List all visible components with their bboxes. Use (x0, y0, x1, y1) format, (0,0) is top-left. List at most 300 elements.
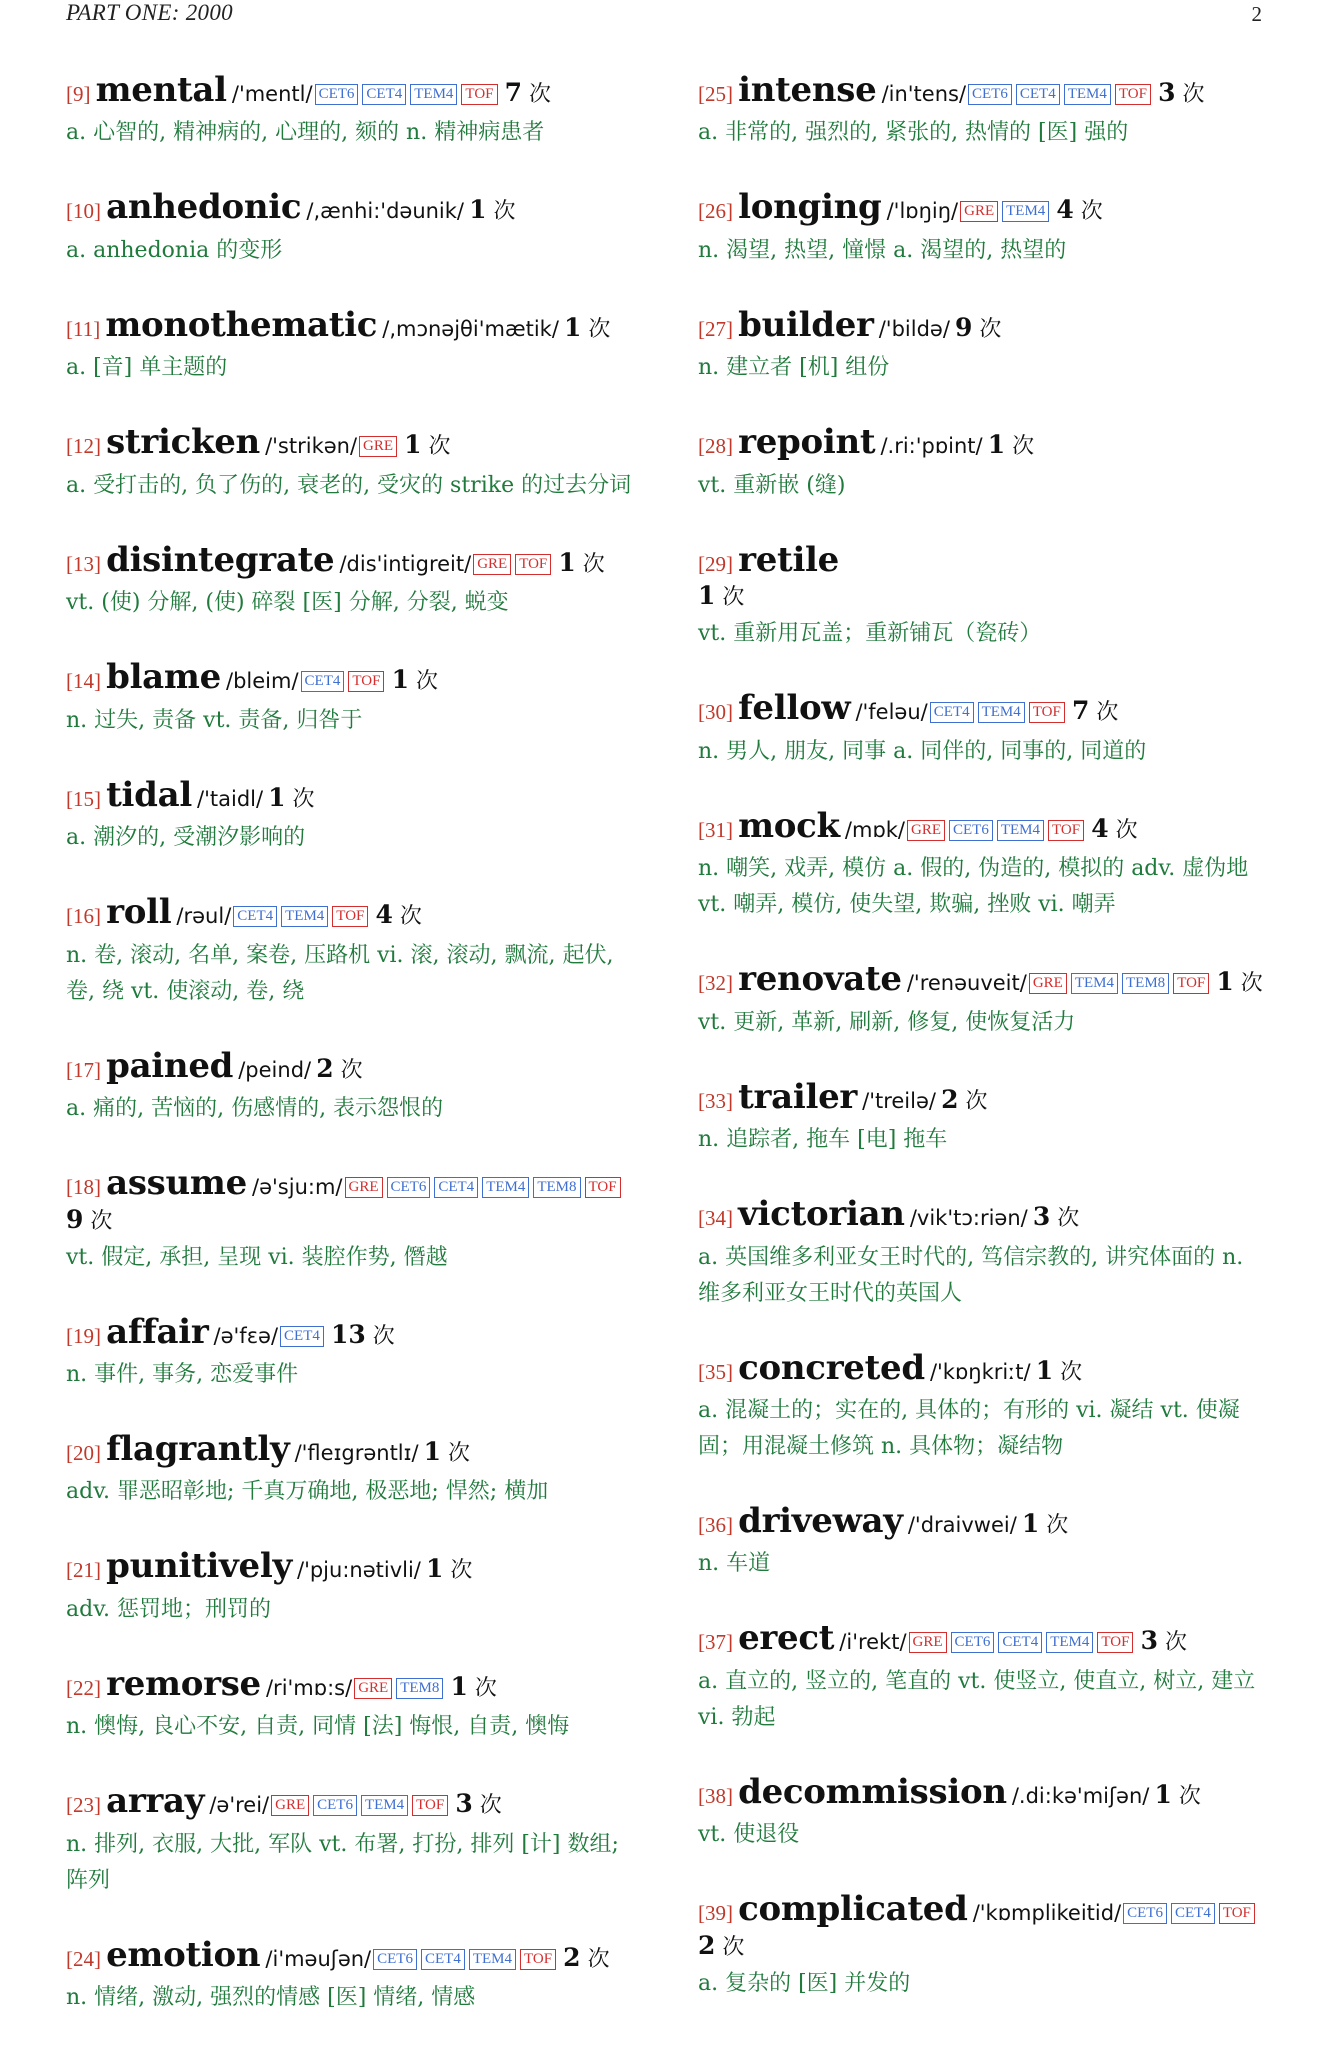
word-entry (698, 540, 1268, 652)
definition: a. anhedonia 的变形 (66, 237, 283, 263)
count-number: 1 (423, 1436, 442, 1466)
headword: retile (738, 539, 840, 580)
phonetic: /'lɒŋiŋ/ (886, 199, 959, 224)
definition: vt. 重新用瓦盖；重新铺瓦（瓷砖） (698, 621, 1042, 647)
word-entry (66, 1429, 636, 1510)
entry-index: [26] (698, 199, 733, 224)
headword: monothematic (105, 304, 378, 345)
entry-headline (66, 1312, 636, 1353)
definition: n. 渴望, 热望, 憧憬 a. 渴望的, 热望的 (698, 237, 1067, 263)
entry-headline (66, 1429, 636, 1470)
exam-tag-badge: TEM8 (1122, 973, 1169, 994)
occurrence-count: 1 次 (425, 1554, 473, 1584)
headword: array (106, 1781, 205, 1822)
exam-tag-badge: TOF (348, 671, 384, 692)
entry-headline (698, 422, 1268, 463)
phonetic: /ri'mɒ:s/ (265, 1675, 353, 1700)
headword: complicated (738, 1889, 968, 1930)
entry-index: [30] (698, 700, 733, 725)
headword: erect (738, 1618, 835, 1659)
exam-tag-badge: CET6 (968, 84, 1012, 105)
definition: n. 车道 (698, 1551, 771, 1577)
phonetic: /peind/ (238, 1057, 312, 1082)
word-entry (66, 1312, 636, 1393)
occurrence-count: 7 次 (504, 78, 551, 107)
phonetic: /.ri:'pɒint/ (880, 434, 983, 459)
count-number: 4 (375, 900, 393, 930)
exam-tag-badge: TOF (412, 1795, 448, 1816)
occurrence-count: 1 次 (423, 1436, 471, 1466)
exam-tag-badge: TOF (1219, 1903, 1255, 1924)
occurrence-count: 1 次 (987, 430, 1035, 460)
exam-tag-badge: CET4 (280, 1326, 324, 1347)
word-entry (698, 1501, 1268, 1582)
definition: a. 直立的, 竖立的, 笔直的 vt. 使竖立, 使直立, 树立, 建立 vi. 勃起 (698, 1668, 1256, 1730)
occurrence-count: 3 次 (1032, 1202, 1080, 1232)
entry-index: [25] (698, 82, 733, 106)
count-number: 3 (1140, 1626, 1158, 1656)
entry-headline (66, 187, 636, 228)
headword: pained (106, 1045, 234, 1086)
definition: n. 嘲笑, 戏弄, 模仿 a. 假的, 伪造的, 模拟的 adv. 虚伪地 vt. 嘲弄, 模仿, 使失望, 欺骗, 挫败 vi. 嘲弄 (698, 856, 1249, 918)
count-number: 1 (404, 430, 422, 460)
word-entry (66, 1664, 636, 1745)
word-entry (66, 1935, 636, 2016)
occurrence-count: 1 次 (698, 581, 745, 611)
definition: a. 受打击的, 负了伤的, 衰老的, 受灾的 strike 的过去分词 (66, 472, 632, 498)
phonetic: /'treilə/ (862, 1088, 936, 1113)
occurrence-count: 2 次 (698, 1930, 745, 1960)
definition: a. 非常的, 强烈的, 紧张的, 热情的 [医] 强的 (698, 120, 1129, 146)
definition: vt. 更新, 革新, 刷新, 修复, 使恢复活力 (698, 1009, 1076, 1035)
entry-index: [38] (698, 1783, 733, 1808)
exam-tag-badge: GRE (354, 1678, 392, 1699)
word-entry (698, 70, 1268, 151)
definition: n. 情绪, 激动, 强烈的情感 [医] 情绪, 情感 (66, 1985, 476, 2011)
definition: n. 事件, 事务, 恋爱事件 (66, 1361, 299, 1387)
headword: anhedonic (106, 187, 302, 228)
count-number: 1 (1035, 1355, 1054, 1385)
definition: vt. 使退役 (698, 1822, 800, 1848)
exam-tag-badge: GRE (359, 436, 397, 457)
exam-tag-badge: CET6 (949, 820, 993, 841)
exam-tag-badge: CET4 (301, 671, 345, 692)
exam-tag-badge: CET6 (373, 1949, 417, 1970)
count-number: 1 (558, 547, 576, 577)
count-number: 1 (391, 665, 409, 695)
definition: n. 男人, 朋友, 同事 a. 同伴的, 同事的, 同道的 (698, 738, 1147, 764)
occurrence-count: 2 次 (316, 1053, 363, 1083)
phonetic: /'draivwei/ (907, 1512, 1017, 1537)
entry-index: [24] (66, 1946, 101, 1971)
count-number: 13 (330, 1319, 366, 1349)
phonetic: /bleim/ (226, 669, 299, 694)
word-entry (698, 422, 1268, 503)
entry-index: [12] (66, 434, 101, 459)
exam-tag-badge: CET4 (421, 1949, 465, 1970)
definition: vt. 重新嵌 (缝) (698, 472, 846, 498)
phonetic: /rəul/ (176, 904, 232, 929)
exam-tag-badge: TEM4 (361, 1795, 408, 1816)
phonetic: /.di:kə'miʃən/ (1011, 1783, 1150, 1808)
exam-tag-badge: TEM4 (1002, 201, 1049, 222)
phonetic: /'feləu/ (855, 700, 928, 725)
count-number: 9 (66, 1204, 84, 1234)
exam-tag-badge: CET4 (1016, 84, 1060, 105)
occurrence-count: 3 次 (1158, 78, 1205, 107)
entry-headline (66, 1781, 636, 1822)
headword: assume (106, 1163, 247, 1204)
entry-index: [17] (66, 1057, 101, 1082)
occurrence-count: 3 次 (455, 1789, 502, 1819)
occurrence-count: 1 次 (1154, 1779, 1201, 1809)
headword: punitively (106, 1546, 292, 1587)
headword: stricken (106, 422, 260, 463)
occurrence-count: 1 次 (558, 547, 605, 577)
exam-tag-badge: CET6 (315, 84, 359, 105)
entry-headline (698, 305, 1268, 346)
word-entry (66, 1163, 636, 1275)
exam-tag-badge: GRE (271, 1795, 309, 1816)
entry-index: [33] (698, 1088, 733, 1113)
count-number: 7 (504, 78, 522, 107)
exam-tag-badge: TEM4 (281, 906, 328, 927)
word-entry (66, 70, 636, 151)
entry-index: [10] (66, 199, 101, 224)
phonetic: /'taidl/ (197, 786, 264, 811)
headword: driveway (738, 1500, 903, 1541)
occurrence-count: 7 次 (1071, 696, 1119, 726)
entry-index: [23] (66, 1793, 101, 1818)
exam-tag-badge: TOF (461, 84, 497, 105)
exam-tag-badge: CET6 (313, 1795, 357, 1816)
entry-index: [9] (66, 82, 91, 106)
exam-tag-badge: TEM4 (1071, 973, 1118, 994)
phonetic: /'kɒmplikeitid/ (972, 1901, 1122, 1926)
word-entry (66, 305, 636, 386)
exam-tag-badge: TOF (1115, 84, 1151, 105)
phonetic: /ə'sju:m/ (252, 1175, 343, 1200)
count-number: 1 (469, 195, 487, 225)
count-number: 2 (316, 1053, 334, 1083)
entry-index: [20] (66, 1440, 101, 1465)
phonetic: /in'tens/ (881, 82, 967, 106)
definition: n. 排列, 衣服, 大批, 军队 vt. 布署, 打扮, 排列 [计] 数组; 阵列 (66, 1831, 619, 1893)
exam-tag-badge: GRE (960, 201, 998, 222)
entry-index: [18] (66, 1175, 101, 1200)
count-number: 1 (268, 782, 286, 812)
entry-index: [27] (698, 316, 733, 341)
phonetic: /,ænhi:'dəunik/ (306, 199, 465, 224)
entry-index: [28] (698, 434, 733, 459)
exam-tag-badge: TOF (515, 554, 551, 575)
exam-tag-badge: CET6 (951, 1632, 995, 1653)
exam-tag-badge: TEM4 (978, 702, 1025, 723)
entry-headline (66, 305, 636, 346)
word-entry (698, 305, 1268, 386)
occurrence-count: 9 次 (66, 1204, 113, 1234)
exam-tag-badge: TOF (585, 1177, 621, 1198)
word-entry (698, 1194, 1268, 1311)
entry-index: [22] (66, 1675, 101, 1700)
exam-tag-badge: GRE (909, 1632, 947, 1653)
entry-headline (698, 959, 1268, 1000)
occurrence-count: 9 次 (955, 312, 1002, 342)
occurrence-count: 13 次 (330, 1319, 395, 1349)
exam-tag-badge: TOF (520, 1949, 556, 1970)
definition: vt. 假定, 承担, 呈现 vi. 装腔作势, 僭越 (66, 1244, 448, 1270)
exam-tag-badge: TOF (1029, 702, 1065, 723)
entry-headline (66, 422, 636, 463)
word-entry (66, 422, 636, 503)
word-entry (66, 1546, 636, 1627)
page-header-title: PART ONE: 2000 (66, 0, 233, 25)
phonetic: /vik'tɔ:riən/ (909, 1206, 1028, 1231)
count-number: 2 (563, 1942, 581, 1972)
phonetic: /'kɒŋkriːt/ (929, 1359, 1031, 1384)
occurrence-count: 1 次 (450, 1671, 497, 1701)
phonetic: /dis'intigreit/ (339, 551, 472, 576)
word-entry (66, 892, 636, 1009)
definition: a. 痛的, 苦恼的, 伤感情的, 表示怨恨的 (66, 1096, 444, 1122)
word-entry (66, 540, 636, 621)
exam-tag-badge: CET4 (1171, 1903, 1215, 1924)
entry-index: [35] (698, 1359, 733, 1384)
definition: a. 复杂的 [医] 并发的 (698, 1970, 911, 1996)
entry-headline (698, 1618, 1268, 1659)
exam-tag-badge: CET4 (233, 906, 277, 927)
word-entry (698, 1348, 1268, 1465)
entry-headline (698, 688, 1268, 729)
exam-tag-badge: TOF (1097, 1632, 1133, 1653)
entry-headline (698, 806, 1268, 847)
occurrence-count: 1 次 (1021, 1508, 1069, 1538)
headword: builder (738, 304, 874, 345)
definition: vt. (使) 分解, (使) 碎裂 [医] 分解, 分裂, 蜕变 (66, 590, 509, 616)
entry-headline (66, 892, 636, 933)
exam-tag-badge: TOF (332, 906, 368, 927)
occurrence-count: 2 次 (941, 1084, 988, 1114)
headword: renovate (738, 959, 902, 1000)
entry-index: [39] (698, 1901, 733, 1926)
word-entry (698, 187, 1268, 268)
occurrence-count: 1 次 (391, 665, 438, 695)
definition: n. 懊悔, 良心不安, 自责, 同情 [法] 悔恨, 自责, 懊悔 (66, 1714, 570, 1740)
headword: repoint (738, 422, 876, 463)
occurrence-count: 2 次 (563, 1942, 610, 1972)
count-number: 2 (698, 1930, 716, 1960)
definition: a. 混凝土的；实在的, 具体的；有形的 vi. 凝结 vt. 使凝固；用混凝土修筑 n. 具体物；凝结物 (698, 1397, 1240, 1459)
headword: blame (106, 657, 221, 698)
definition: n. 建立者 [机] 组份 (698, 355, 890, 381)
headword: fellow (738, 688, 851, 729)
headword: trailer (738, 1076, 858, 1117)
phonetic: /'fleɪgrəntlɪ/ (294, 1440, 419, 1465)
count-number: 1 (1216, 967, 1234, 997)
entry-headline (66, 1546, 636, 1587)
headword: roll (106, 892, 172, 933)
exam-tag-badge: CET4 (362, 84, 406, 105)
headword: victorian (738, 1194, 905, 1235)
phonetic: /'mentl/ (231, 82, 313, 106)
word-entry (698, 688, 1268, 769)
count-number: 3 (1032, 1202, 1051, 1232)
exam-tag-badge: GRE (345, 1177, 383, 1198)
count-number: 4 (1091, 813, 1109, 843)
word-entry (698, 959, 1268, 1040)
word-entry (66, 1781, 636, 1898)
entry-headline (698, 1077, 1268, 1118)
count-number: 2 (941, 1084, 959, 1114)
headword: mock (738, 805, 840, 846)
occurrence-count: 4 次 (375, 900, 422, 930)
phonetic: /i'məuʃən/ (265, 1946, 372, 1971)
exam-tag-badge: GRE (907, 820, 945, 841)
entry-headline (698, 187, 1268, 228)
occurrence-count: 1 次 (268, 782, 315, 812)
word-entry (698, 806, 1268, 923)
phonetic: /mɒk/ (844, 817, 906, 842)
count-number: 7 (1071, 696, 1090, 726)
entry-headline (698, 1501, 1268, 1542)
exam-tag-badge: TEM4 (997, 820, 1044, 841)
exam-tag-badge: TEM4 (1064, 84, 1111, 105)
definition: a. 英国维多利亚女王时代的, 笃信宗教的, 讲究体面的 n. 维多利亚女王时代的英国人 (698, 1244, 1244, 1306)
count-number: 1 (425, 1554, 444, 1584)
occurrence-count: 1 次 (469, 195, 516, 225)
exam-tag-badge: CET6 (1123, 1903, 1167, 1924)
entry-index: [16] (66, 904, 101, 929)
headword: remorse (106, 1663, 261, 1704)
phonetic: /,mɔnəjθi'mætik/ (382, 316, 559, 341)
definition: n. 追踪者, 拖车 [电] 拖车 (698, 1127, 948, 1153)
exam-tag-badge: TEM4 (1046, 1632, 1093, 1653)
count-number: 1 (564, 312, 582, 342)
exam-tag-badge: GRE (1029, 973, 1067, 994)
headword: disintegrate (106, 539, 335, 580)
phonetic: /'renəuveit/ (906, 971, 1027, 996)
headword: decommission (738, 1771, 1007, 1812)
entry-index: [15] (66, 786, 101, 811)
occurrence-count: 1 次 (1216, 967, 1263, 997)
word-entry (698, 1772, 1268, 1853)
entry-headline (698, 1772, 1268, 1813)
entry-index: [11] (66, 316, 101, 341)
headword: affair (106, 1311, 209, 1352)
entry-headline (698, 70, 1268, 111)
exam-tag-badge: TEM4 (482, 1177, 529, 1198)
word-entry (66, 187, 636, 268)
entry-index: [21] (66, 1558, 101, 1583)
phonetic: /'bildə/ (878, 316, 950, 341)
word-entry (698, 1618, 1268, 1735)
entry-index: [29] (698, 551, 733, 576)
entry-index: [13] (66, 551, 101, 576)
entry-headline (66, 1935, 636, 1976)
entry-index: [37] (698, 1630, 733, 1655)
headword: mental (95, 70, 227, 110)
phonetic: /'strikən/ (265, 434, 358, 459)
headword: longing (738, 187, 882, 228)
headword: flagrantly (106, 1428, 290, 1469)
exam-tag-badge: TEM8 (533, 1177, 580, 1198)
exam-tag-badge: CET4 (930, 702, 974, 723)
definition: adv. 罪恶昭彰地; 千真万确地, 极恶地; 悍然; 横加 (66, 1479, 549, 1505)
entry-headline (66, 70, 636, 111)
exam-tag-badge: TEM8 (396, 1678, 443, 1699)
entry-headline (698, 1889, 1268, 1961)
exam-tag-badge: TOF (1173, 973, 1209, 994)
word-entry (698, 1077, 1268, 1158)
definition: a. [音] 单主题的 (66, 355, 228, 381)
exam-tag-badge: CET4 (434, 1177, 478, 1198)
entry-headline (698, 1194, 1268, 1235)
entry-index: [14] (66, 669, 101, 694)
phonetic: /ə'fɛə/ (213, 1323, 279, 1348)
definition: a. 潮汐的, 受潮汐影响的 (66, 825, 306, 851)
definition: a. 心智的, 精神病的, 心理的, 颏的 n. 精神病患者 (66, 120, 545, 146)
count-number: 1 (987, 430, 1006, 460)
left-column (66, 70, 636, 2052)
phonetic: /i'rekt/ (839, 1630, 907, 1655)
occurrence-count: 4 次 (1056, 195, 1103, 225)
occurrence-count: 1 次 (404, 430, 451, 460)
entry-headline (66, 775, 636, 816)
entry-index: [31] (698, 817, 733, 842)
count-number: 1 (1154, 1779, 1172, 1809)
exam-tag-badge: TOF (1048, 820, 1084, 841)
exam-tag-badge: CET4 (998, 1632, 1042, 1653)
occurrence-count: 1 次 (1035, 1355, 1083, 1385)
definition: n. 过失, 责备 vt. 责备, 归咎于 (66, 707, 363, 733)
entry-headline (66, 1163, 636, 1235)
headword: intense (738, 70, 877, 110)
definition: n. 卷, 滚动, 名单, 案卷, 压路机 vi. 滚, 滚动, 飘流, 起伏, 卷, 绕 vt. 使滚动, 卷, 绕 (66, 942, 614, 1004)
word-entry (66, 657, 636, 738)
entry-headline (698, 1348, 1268, 1389)
headword: concreted (738, 1347, 925, 1388)
occurrence-count: 3 次 (1140, 1626, 1187, 1656)
right-column (698, 70, 1268, 2038)
word-entry (698, 1889, 1268, 2001)
entry-headline (66, 657, 636, 698)
exam-tag-badge: CET6 (387, 1177, 431, 1198)
entry-headline (698, 540, 1268, 612)
count-number: 1 (698, 581, 716, 611)
occurrence-count: 1 次 (564, 312, 611, 342)
entry-index: [34] (698, 1206, 733, 1231)
entry-index: [36] (698, 1512, 733, 1537)
entry-index: [19] (66, 1323, 101, 1348)
count-number: 3 (455, 1789, 473, 1819)
count-number: 3 (1158, 78, 1176, 107)
exam-tag-badge: TEM4 (410, 84, 457, 105)
phonetic: /ə'rei/ (209, 1793, 270, 1818)
exam-tag-badge: TEM4 (469, 1949, 516, 1970)
entry-headline (66, 1046, 636, 1087)
count-number: 9 (955, 312, 973, 342)
headword: emotion (106, 1934, 261, 1975)
entry-headline (66, 1664, 636, 1705)
word-entry (66, 775, 636, 856)
word-entry (66, 1046, 636, 1127)
count-number: 4 (1056, 195, 1074, 225)
entry-headline (66, 540, 636, 581)
count-number: 1 (1021, 1508, 1040, 1538)
page-number: 2 (1251, 2, 1262, 26)
definition: adv. 惩罚地；刑罚的 (66, 1596, 272, 1622)
exam-tag-badge: GRE (473, 554, 511, 575)
